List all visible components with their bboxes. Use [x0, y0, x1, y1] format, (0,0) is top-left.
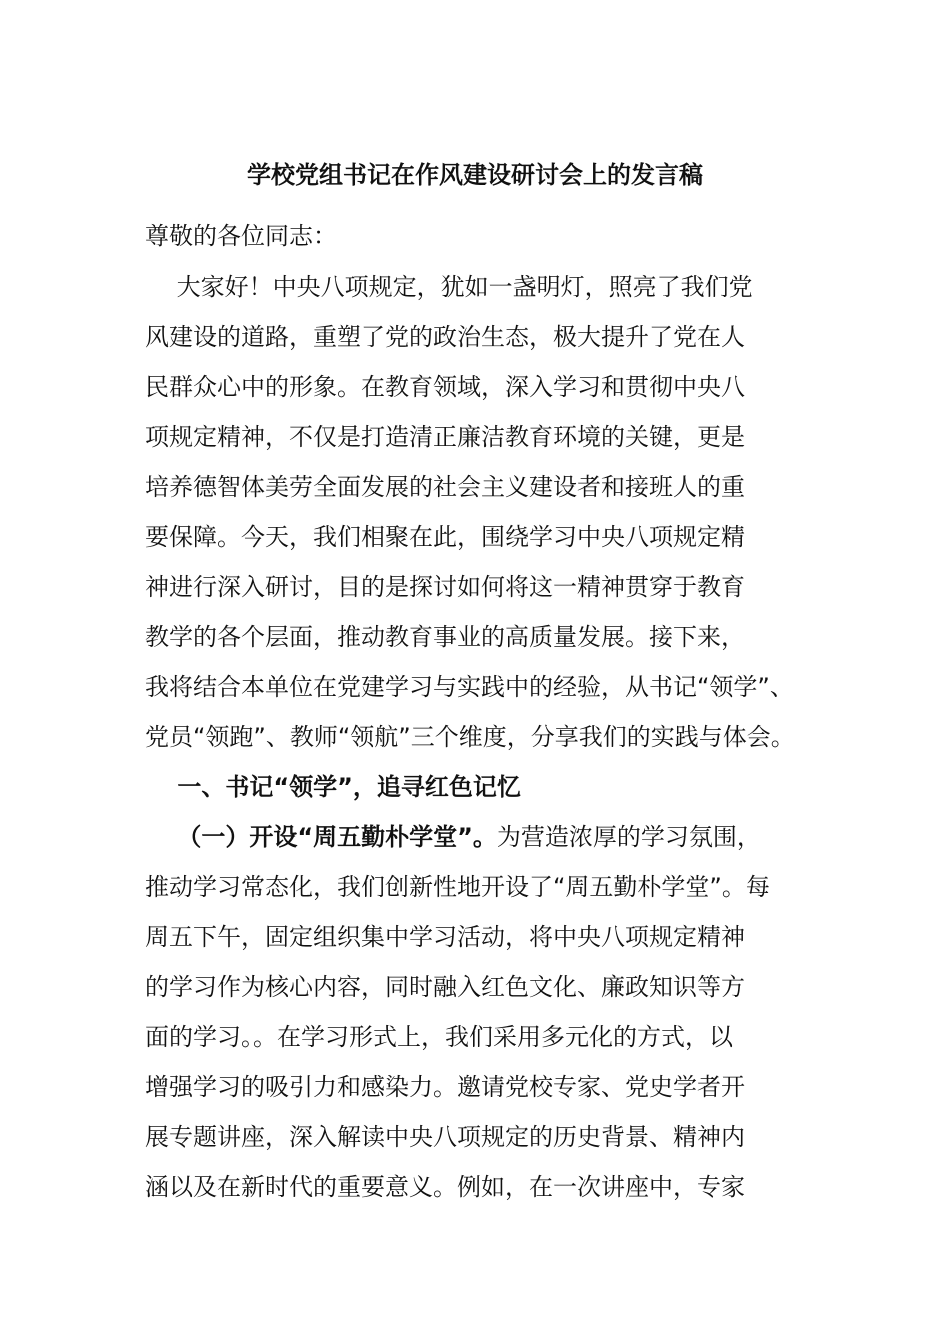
intro-line: 风建设的道路，重塑了党的政治生态，极大提升了党在人 [145, 323, 745, 351]
intro-line: 民群众心中的形象。在教育领域，深入学习和贯彻中央八 [145, 373, 745, 401]
body-line: 推动学习常态化，我们创新性地开设了“周五勤朴学堂”。每 [145, 873, 770, 901]
subsection-first-line [145, 814, 825, 860]
intro-line: 教学的各个层面，推动教育事业的高质量发展。接下来， [145, 623, 745, 651]
salutation: 尊敬的各位同志： [145, 222, 337, 250]
body-line: 展专题讲座，深入解读中央八项规定的历史背景、精神内 [145, 1123, 745, 1151]
intro-line: 我将结合本单位在党建学习与实践中的经验，从书记“领学”、 [145, 673, 794, 701]
section-heading: 一、书记“领学”，追寻红色记忆 [145, 773, 521, 801]
intro-line: 大家好！中央八项规定，犹如一盏明灯，照亮了我们党 [145, 273, 753, 301]
intro-line: 党员“领跑”、教师“领航”三个维度，分享我们的实践与体会。 [145, 723, 795, 751]
body-line: 的学习作为核心内容，同时融入红色文化、廉政知识等方 [145, 973, 745, 1001]
body-line: 面的学习。。在学习形式上，我们采用多元化的方式，以 [145, 1023, 733, 1051]
intro-line: 项规定精神，不仅是打造清正廉洁教育环境的关键，更是 [145, 423, 745, 451]
body-line: 周五下午，固定组织集中学习活动，将中央八项规定精神 [145, 923, 745, 951]
intro-line: 培养德智体美劳全面发展的社会主义建设者和接班人的重 [145, 473, 745, 501]
document-title: 学校党组书记在作风建设研讨会上的发言稿 [247, 161, 703, 189]
subsection-heading: （一）开设“周五勤朴学堂”。 [145, 823, 497, 851]
body-line: 涵以及在新时代的重要意义。例如，在一次讲座中，专家 [145, 1173, 745, 1201]
intro-line: 神进行深入研讨，目的是探讨如何将这一精神贯穿于教育 [145, 573, 745, 601]
subsection-text: 为营造浓厚的学习氛围， [496, 823, 761, 851]
body-line: 增强学习的吸引力和感染力。邀请党校专家、党史学者开 [145, 1073, 745, 1101]
intro-line: 要保障。今天，我们相聚在此，围绕学习中央八项规定精 [145, 523, 745, 551]
